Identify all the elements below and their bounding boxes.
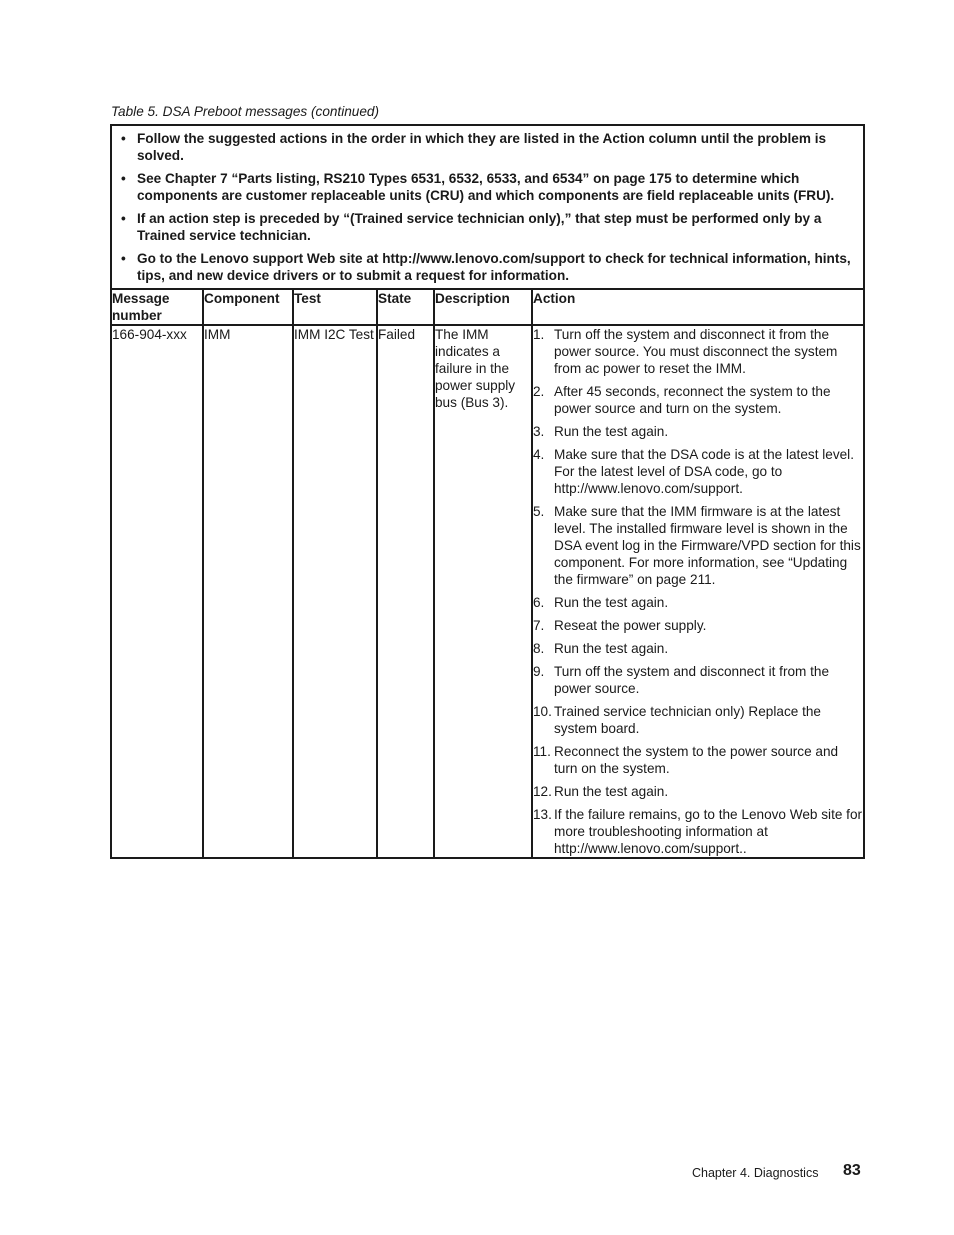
dsa-preboot-messages-table [110, 124, 865, 859]
action-step [533, 423, 863, 440]
notes-list [120, 130, 853, 284]
note-text: Go to the Lenovo support Web site at http://www.lenovo.com/support to check for technical information, hints, tips, and new device drivers or to submit a request for information. [137, 251, 851, 283]
action-step [533, 503, 863, 588]
action-step [533, 383, 863, 417]
header-row [111, 289, 864, 325]
header-description: Description [434, 289, 532, 325]
action-step-text: Reseat the power supply. [554, 618, 707, 633]
cell-description: The IMM indicates a failure in the power supply bus (Bus 3). [434, 325, 532, 858]
action-steps-list [533, 326, 863, 857]
action-step-number: 13. [533, 807, 552, 822]
action-step-text: Make sure that the IMM firmware is at the latest level. The installed firmware level is shown in the DSA event log in the Firmware/VPD section for this component. For more information, see “Updating the firmware” on page 211. [554, 504, 861, 587]
action-step-number: 5. [533, 504, 545, 519]
header-message-number: Message number [111, 289, 203, 325]
action-step-number: 10. [533, 704, 552, 719]
cell-message-number: 166-904-xxx [111, 325, 203, 858]
table-caption: Table 5. DSA Preboot messages (continued) [111, 104, 379, 119]
action-step-text: Run the test again. [554, 641, 669, 656]
note-item [120, 170, 853, 204]
action-step-number: 8. [533, 641, 545, 656]
header-action: Action [532, 289, 864, 325]
action-step-text: Turn off the system and disconnect it from the power source. [554, 664, 830, 696]
action-step [533, 326, 863, 377]
note-item [120, 210, 853, 244]
action-step-text: Turn off the system and disconnect it from the power source. You must disconnect the system from ac power to reset the IMM. [554, 327, 838, 376]
header-state: State [377, 289, 434, 325]
bullet-icon: • [121, 211, 126, 226]
action-step-number: 7. [533, 618, 545, 633]
cell-test: IMM I2C Test [293, 325, 377, 858]
bullet-icon: • [121, 171, 126, 186]
footer-chapter: Chapter 4. Diagnostics [692, 1166, 819, 1180]
action-step-text: Run the test again. [554, 424, 669, 439]
note-item [120, 130, 853, 164]
action-step [533, 783, 863, 800]
action-step-number: 11. [533, 744, 551, 759]
action-step [533, 594, 863, 611]
page-number: 83 [843, 1162, 861, 1179]
action-step-text: Reconnect the system to the power source and turn on the system. [554, 744, 839, 776]
note-text: If an action step is preceded by “(Trained service technician only),” that step must be performed only by a Trained service technician. [137, 211, 822, 243]
action-step [533, 640, 863, 657]
action-step-text: Run the test again. [554, 784, 669, 799]
note-text: Follow the suggested actions in the order in which they are listed in the Action column until the problem is solved. [137, 131, 827, 163]
cell-state: Failed [377, 325, 434, 858]
action-step-number: 4. [533, 447, 545, 462]
action-step [533, 703, 863, 737]
action-step-number: 6. [533, 595, 545, 610]
action-step-text: Trained service technician only) Replace the system board. [554, 704, 821, 736]
action-step-number: 1. [533, 327, 545, 342]
bullet-icon: • [121, 131, 126, 146]
header-component: Component [203, 289, 293, 325]
note-text: See Chapter 7 “Parts listing, RS210 Types 6531, 6532, 6533, and 6534” on page 175 to determine which components are customer replaceable units (CRU) and which components are field replaceable units (FRU). [137, 171, 835, 203]
action-step [533, 743, 863, 777]
action-step-text: If the failure remains, go to the Lenovo Web site for more troubleshooting information at http://www.lenovo.com/support.. [554, 807, 863, 856]
action-step-number: 3. [533, 424, 545, 439]
cell-action [532, 325, 864, 858]
header-test: Test [293, 289, 377, 325]
action-step [533, 663, 863, 697]
action-step-number: 9. [533, 664, 545, 679]
notes-row [111, 125, 864, 289]
action-step-text: Run the test again. [554, 595, 669, 610]
note-item [120, 250, 853, 284]
bullet-icon: • [121, 251, 126, 266]
table-row [111, 325, 864, 858]
action-step-text: Make sure that the DSA code is at the latest level. For the latest level of DSA code, go to http://www.lenovo.com/support. [554, 447, 854, 496]
action-step [533, 806, 863, 857]
cell-component: IMM [203, 325, 293, 858]
action-step-number: 2. [533, 384, 545, 399]
action-step-text: After 45 seconds, reconnect the system to the power source and turn on the system. [554, 384, 831, 416]
action-step-number: 12. [533, 784, 552, 799]
notes-cell [111, 125, 864, 289]
action-step [533, 446, 863, 497]
action-step [533, 617, 863, 634]
